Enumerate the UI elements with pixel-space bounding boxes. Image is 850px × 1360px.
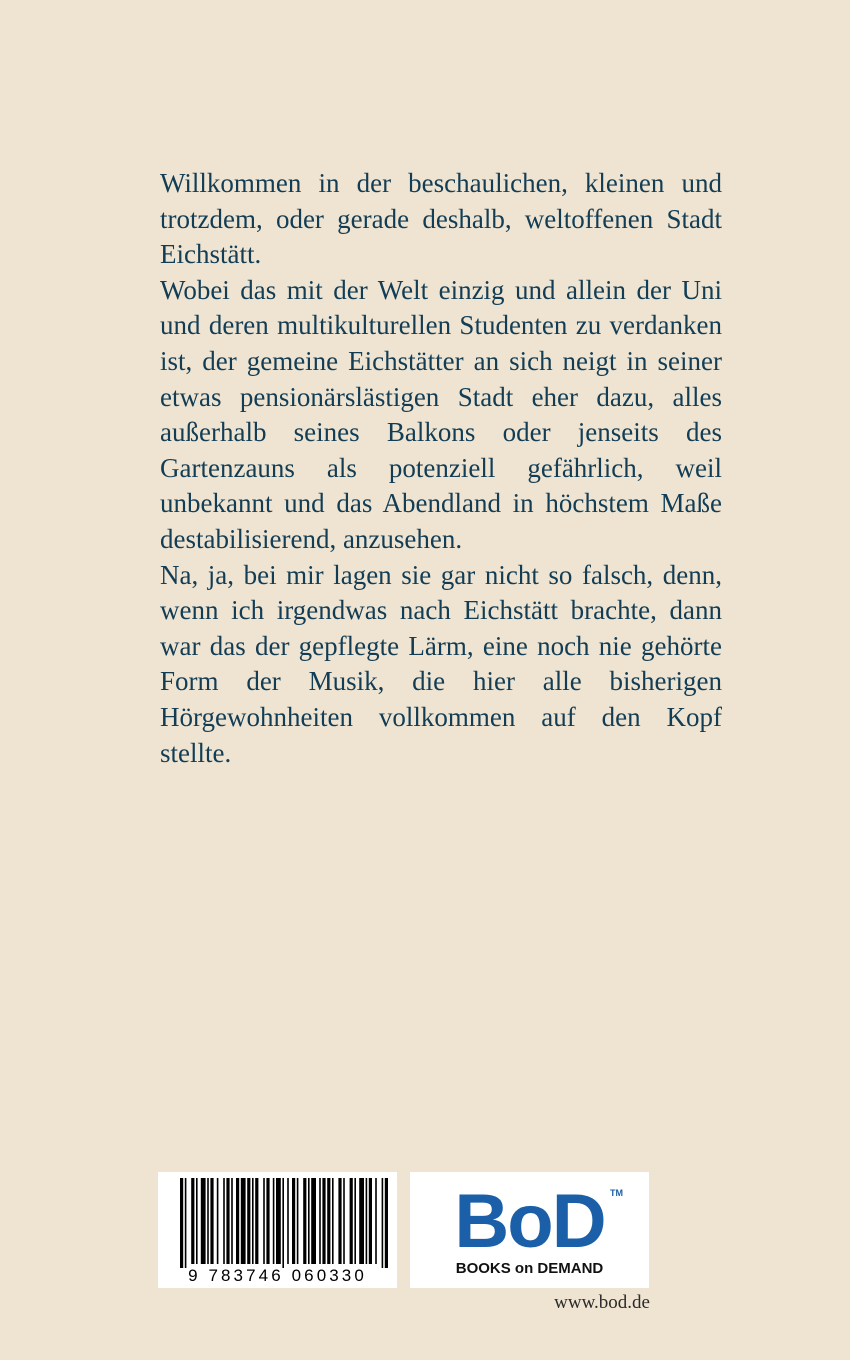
barcode-bar: [359, 1178, 364, 1264]
barcode-bar: [382, 1178, 384, 1268]
barcode-bar: [322, 1178, 325, 1264]
barcode-bar: [292, 1178, 295, 1264]
barcode-bar: [252, 1178, 254, 1264]
barcode-bar: [385, 1178, 388, 1268]
barcode-bar: [276, 1178, 281, 1264]
barcode-bar: [263, 1178, 265, 1264]
barcode-bar: [185, 1178, 187, 1268]
barcode-bar: [201, 1178, 206, 1264]
barcode-bar: [180, 1178, 183, 1268]
barcode-bar: [196, 1178, 198, 1264]
blurb-paragraph-2: Wobei das mit der Welt einzig und allein der Uni und deren multikulturellen Studenten zu verdanken ist, der gemeine Eichstätter an sich neigt in seiner etwas pensionärslästigen Stadt eher dazu, alles außerhalb seines Balkons oder jenseits des Gartenzauns als potenziell gefährlich, weil unbekannt und das Abendland in höchstem Maße destabilisierend, anzusehen.: [160, 274, 722, 554]
barcode-bar: [210, 1178, 213, 1264]
barcode-bar: [217, 1178, 219, 1264]
barcode-bar: [319, 1178, 321, 1264]
barcode-bar: [226, 1178, 229, 1264]
barcode-bar: [266, 1178, 269, 1264]
barcode-bar: [297, 1178, 299, 1264]
barcode-bar: [375, 1178, 377, 1264]
barcode-bar: [231, 1178, 233, 1264]
barcode-bar: [350, 1178, 353, 1264]
isbn-number: 9 783746 060330: [188, 1266, 367, 1285]
blurb-paragraph-3: Na, ja, bei mir lagen sie gar nicht so falsch, denn, wenn ich irgendwas nach Eichstätt brachte, dann war das der gepflegte Lärm, eine noch nie gehörte Form der Musik, die hier alle bisherigen Hörgewohnheiten vollkommen auf den Kopf stellte.: [160, 559, 722, 768]
bod-logo-d: D: [551, 1179, 605, 1264]
barcode-bar: [366, 1178, 368, 1264]
barcode-bar: [308, 1178, 310, 1264]
back-cover-blurb: [160, 166, 722, 771]
bod-logo-bo: Bo: [454, 1179, 552, 1264]
barcode-bar: [343, 1178, 345, 1264]
barcode-bar: [287, 1178, 289, 1264]
bod-logo-box: [410, 1172, 649, 1288]
trademark-mark: TM: [610, 1188, 623, 1198]
isbn-barcode: [158, 1172, 397, 1288]
barcode-bar: [241, 1178, 246, 1264]
barcode-bar: [236, 1178, 239, 1264]
barcode-bar: [327, 1178, 330, 1264]
publisher-url: www.bod.de: [554, 1292, 650, 1313]
barcode-bar: [311, 1178, 316, 1264]
barcode-bar: [207, 1178, 209, 1264]
barcode-bar: [338, 1178, 341, 1264]
barcode-bar: [332, 1178, 334, 1264]
blurb-paragraph-1: Willkommen in der beschaulichen, kleinen und trotzdem, oder gerade deshalb, weltoffenen Stadt Eichstätt.: [160, 168, 722, 270]
barcode-bar: [247, 1178, 250, 1264]
barcode-bar: [191, 1178, 194, 1264]
barcode-bar: [354, 1178, 356, 1264]
barcode-bar: [255, 1178, 258, 1264]
barcode-bar: [303, 1178, 306, 1264]
barcode-bar: [273, 1178, 275, 1264]
barcode-bar: [369, 1178, 372, 1264]
barcode-bar: [282, 1178, 284, 1268]
barcode-bar: [223, 1178, 225, 1264]
bod-tagline: BOOKS on DEMAND: [455, 1260, 604, 1277]
